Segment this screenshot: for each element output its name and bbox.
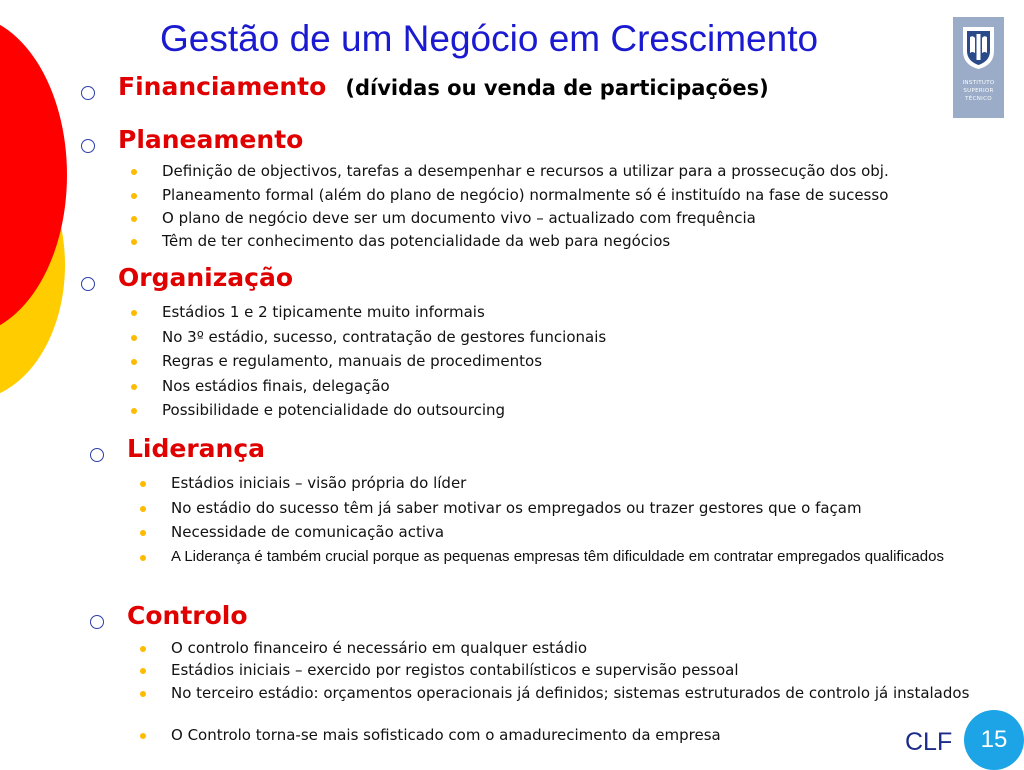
bullet-dot-icon: [140, 555, 146, 561]
bullet-dot-icon: [131, 384, 137, 390]
list-item: Planeamento formal (além do plano de negócio) normalmente só é instituído na fase de sucesso: [162, 186, 889, 204]
logo-text: [953, 79, 1004, 103]
section-title: Organização: [118, 263, 293, 292]
bullet-dot-icon: [140, 733, 146, 739]
list-item: O Controlo torna-se mais sofisticado com o amadurecimento da empresa: [171, 726, 721, 744]
list-item: No terceiro estádio: orçamentos operacionais já definidos; sistemas estruturados de controlo já instalados: [171, 684, 970, 702]
bullet-dot-icon: [140, 530, 146, 536]
list-item: O controlo financeiro é necessário em qualquer estádio: [171, 639, 588, 657]
list-item: No 3º estádio, sucesso, contratação de gestores funcionais: [162, 328, 607, 346]
circle-bullet-icon: [90, 615, 104, 629]
bullet-dot-icon: [131, 359, 137, 365]
section-planeamento: [90, 125, 303, 154]
bullet-dot-icon: [140, 668, 146, 674]
bullet-dot-icon: [131, 193, 137, 199]
bullet-dot-icon: [140, 646, 146, 652]
bullet-dot-icon: [140, 481, 146, 487]
list-item: Possibilidade e potencialidade do outsourcing: [162, 401, 506, 419]
section-organizacao: [90, 263, 293, 292]
shield-icon: [961, 25, 996, 71]
ist-logo: [953, 17, 1004, 118]
list-item: Definição de objectivos, tarefas a desempenhar e recursos a utilizar para a prossecução dos obj.: [162, 162, 889, 180]
bullet-dot-icon: [140, 506, 146, 512]
list-item: Regras e regulamento, manuais de procedimentos: [162, 352, 543, 370]
bullet-dot-icon: [131, 310, 137, 316]
page-number: 15: [980, 726, 1008, 753]
circle-bullet-icon: [81, 86, 95, 100]
circle-bullet-icon: [81, 277, 95, 291]
bullet-dot-icon: [131, 216, 137, 222]
section-subtitle: (dívidas ou venda de participações): [345, 76, 769, 100]
bullet-dot-icon: [140, 691, 146, 697]
list-item: A Liderança é também crucial porque as pequenas empresas têm dificuldade em contratar empregados qualificados: [171, 548, 944, 565]
section-title: Controlo: [127, 601, 248, 630]
section-financiamento: [90, 72, 769, 101]
list-item: Estádios iniciais – visão própria do líder: [171, 474, 467, 492]
circle-bullet-icon: [81, 139, 95, 153]
bullet-dot-icon: [131, 408, 137, 414]
section-title: Planeamento: [118, 125, 304, 154]
section-controlo: [99, 601, 248, 630]
section-lideranca: [99, 434, 265, 463]
bullet-dot-icon: [131, 169, 137, 175]
list-item: Necessidade de comunicação activa: [171, 523, 445, 541]
slide-title: Gestão de um Negócio em Crescimento: [160, 18, 819, 59]
section-title: Financiamento: [118, 72, 327, 101]
list-item: No estádio do sucesso têm já saber motivar os empregados ou trazer gestores que o façam: [171, 499, 862, 517]
list-item: O plano de negócio deve ser um documento vivo – actualizado com frequência: [162, 209, 756, 227]
section-title: Liderança: [127, 434, 266, 463]
bullet-dot-icon: [131, 335, 137, 341]
list-item: Nos estádios finais, delegação: [162, 377, 390, 395]
logo-line: INSTITUTO: [962, 80, 995, 86]
circle-bullet-icon: [90, 448, 104, 462]
list-item: Estádios 1 e 2 tipicamente muito informais: [162, 303, 485, 321]
author-initials: CLF: [905, 728, 953, 756]
logo-line: SUPERIOR: [963, 88, 994, 94]
list-item: Estádios iniciais – exercido por registos contabilísticos e supervisão pessoal: [171, 661, 739, 679]
list-item: Têm de ter conhecimento das potencialidade da web para negócios: [162, 232, 671, 250]
bullet-dot-icon: [131, 239, 137, 245]
logo-line: TÉCNICO: [965, 96, 992, 102]
